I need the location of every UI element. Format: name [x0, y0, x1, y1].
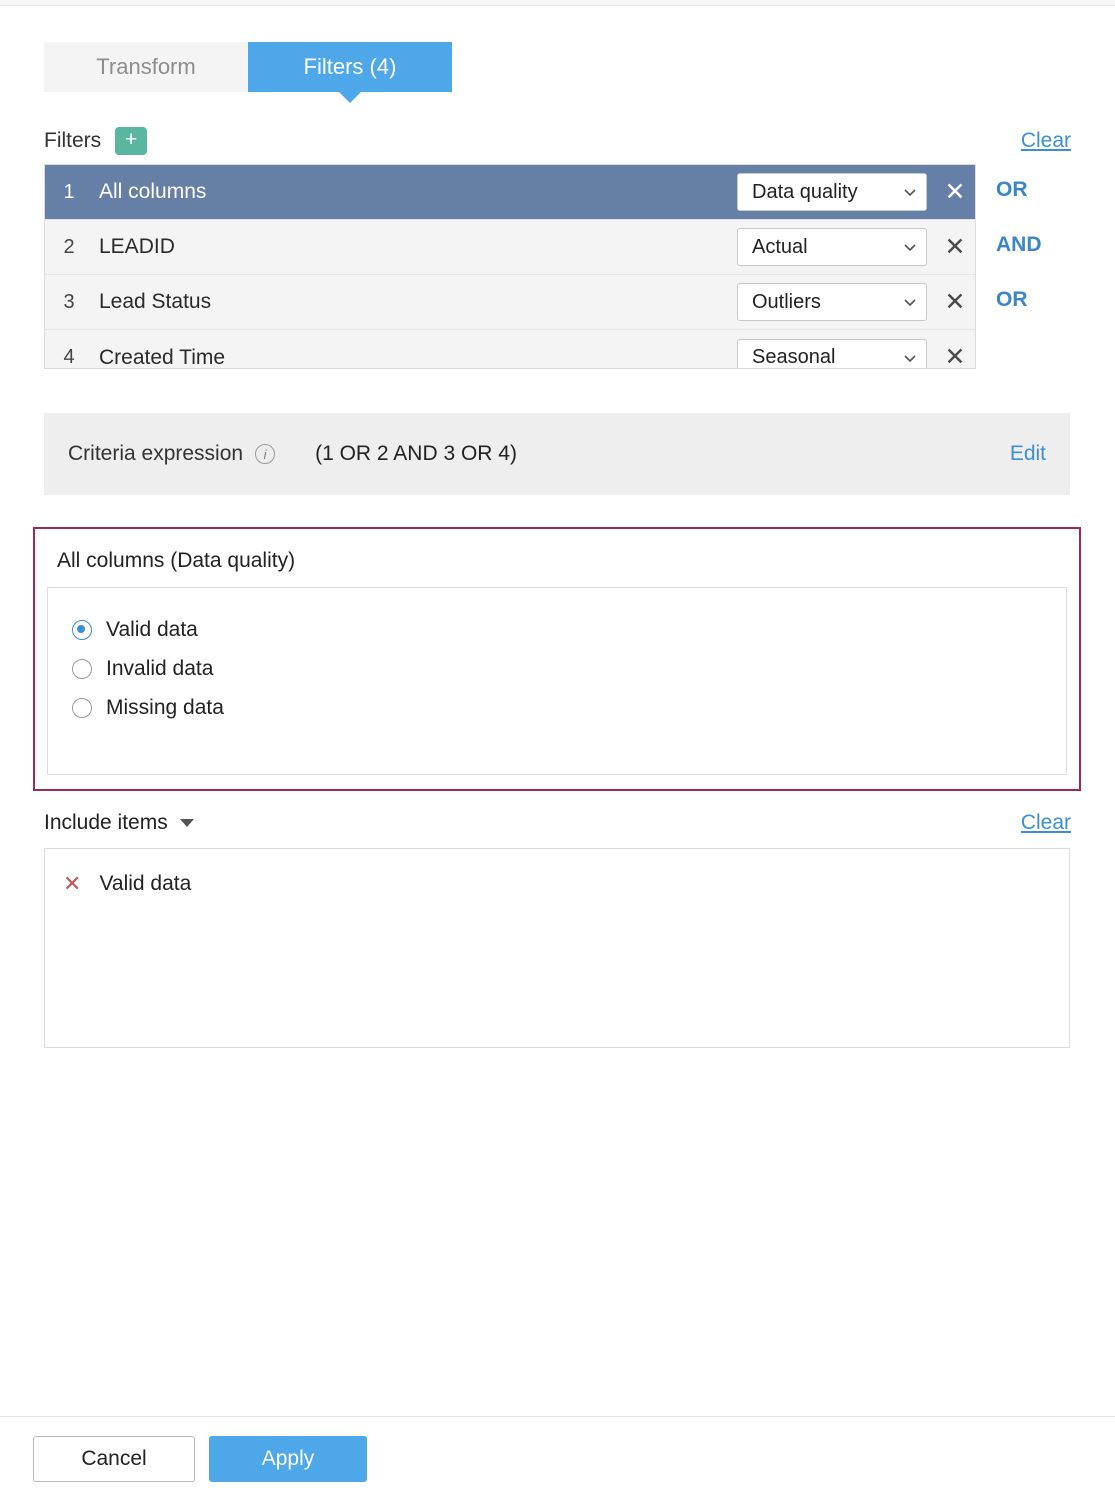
- tab-filters[interactable]: [248, 42, 452, 92]
- table-row[interactable]: [45, 330, 975, 369]
- filter-mode-value: Seasonal: [752, 346, 836, 368]
- tab-transform[interactable]: [44, 42, 248, 92]
- chevron-down-icon: [902, 350, 918, 366]
- filter-row-column: All columns: [99, 180, 207, 203]
- filter-row-column: LEADID: [99, 235, 175, 258]
- remove-filter-icon[interactable]: ✕: [944, 232, 966, 261]
- tab-filters-label: Filters (4): [303, 54, 397, 79]
- plus-icon: +: [125, 128, 138, 151]
- filter-mode-dropdown[interactable]: [737, 228, 927, 266]
- filter-mode-dropdown[interactable]: [737, 283, 927, 321]
- add-filter-button[interactable]: [115, 127, 147, 155]
- filter-row-column: Created Time: [99, 345, 226, 369]
- radio-invalid-data-label: Invalid data: [106, 656, 214, 680]
- filter-mode-dropdown[interactable]: [737, 339, 927, 370]
- include-items-list: [44, 848, 1070, 1048]
- table-row[interactable]: [45, 165, 975, 220]
- radio-icon: [72, 698, 92, 718]
- chevron-down-icon: [902, 239, 918, 255]
- dialog-footer: [0, 1416, 1115, 1500]
- filter-row-index: 3: [63, 290, 75, 313]
- criteria-expression-bar: [44, 413, 1070, 495]
- chevron-down-icon: [902, 184, 918, 200]
- info-icon[interactable]: i: [255, 444, 275, 464]
- clear-filters-link[interactable]: Clear: [1020, 129, 1071, 152]
- cancel-button-label: Cancel: [81, 1446, 147, 1470]
- criteria-edit-link[interactable]: Edit: [1009, 442, 1046, 465]
- radio-missing-data-label: Missing data: [106, 695, 224, 719]
- filters-title: Filters: [44, 129, 102, 152]
- radio-icon: [72, 659, 92, 679]
- filter-row-index: 4: [63, 346, 75, 368]
- cancel-button[interactable]: [33, 1436, 195, 1482]
- filter-mode-value: Outliers: [752, 290, 821, 313]
- table-row[interactable]: [45, 220, 975, 275]
- filter-detail-panel: [33, 527, 1081, 791]
- remove-filter-icon[interactable]: ✕: [944, 177, 966, 206]
- table-row[interactable]: [45, 275, 975, 330]
- list-item[interactable]: [45, 867, 1069, 901]
- include-items-title: Include items: [44, 811, 168, 834]
- filter-mode-dropdown[interactable]: [737, 173, 927, 211]
- filter-operator-3[interactable]: OR: [996, 288, 1028, 311]
- apply-button[interactable]: [209, 1436, 367, 1482]
- include-item-label: Valid data: [99, 872, 192, 895]
- radio-icon: [72, 620, 92, 640]
- filters-header: [44, 124, 1071, 158]
- radio-invalid-data[interactable]: [72, 649, 1066, 688]
- filter-row-column: Lead Status: [99, 290, 212, 313]
- remove-item-icon[interactable]: ✕: [63, 871, 82, 896]
- chevron-down-icon[interactable]: [180, 819, 194, 827]
- tab-bar: [44, 42, 452, 92]
- remove-filter-icon[interactable]: ✕: [944, 287, 966, 316]
- radio-valid-data[interactable]: [72, 610, 1066, 649]
- filter-rows-list: [44, 164, 976, 369]
- data-quality-radio-group: [47, 587, 1067, 775]
- filter-operator-1[interactable]: OR: [996, 178, 1028, 201]
- filter-row-index: 2: [63, 235, 75, 258]
- radio-valid-data-label: Valid data: [106, 617, 198, 641]
- apply-button-label: Apply: [261, 1446, 315, 1470]
- criteria-expression-value: (1 OR 2 AND 3 OR 4): [315, 442, 517, 465]
- remove-filter-icon[interactable]: ✕: [944, 343, 966, 369]
- window-top-border: [0, 0, 1115, 6]
- filter-operator-2[interactable]: AND: [996, 233, 1042, 256]
- tab-transform-label: Transform: [96, 54, 196, 79]
- filter-detail-title: All columns (Data quality): [57, 549, 296, 572]
- criteria-expression-label: Criteria expression: [68, 442, 244, 465]
- filter-row-index: 1: [63, 180, 75, 203]
- chevron-down-icon: [902, 294, 918, 310]
- filter-mode-value: Actual: [752, 235, 808, 258]
- include-items-header: [44, 806, 1071, 840]
- filter-mode-value: Data quality: [752, 180, 858, 203]
- include-items-clear-link[interactable]: Clear: [1020, 811, 1071, 834]
- radio-missing-data[interactable]: [72, 688, 1066, 727]
